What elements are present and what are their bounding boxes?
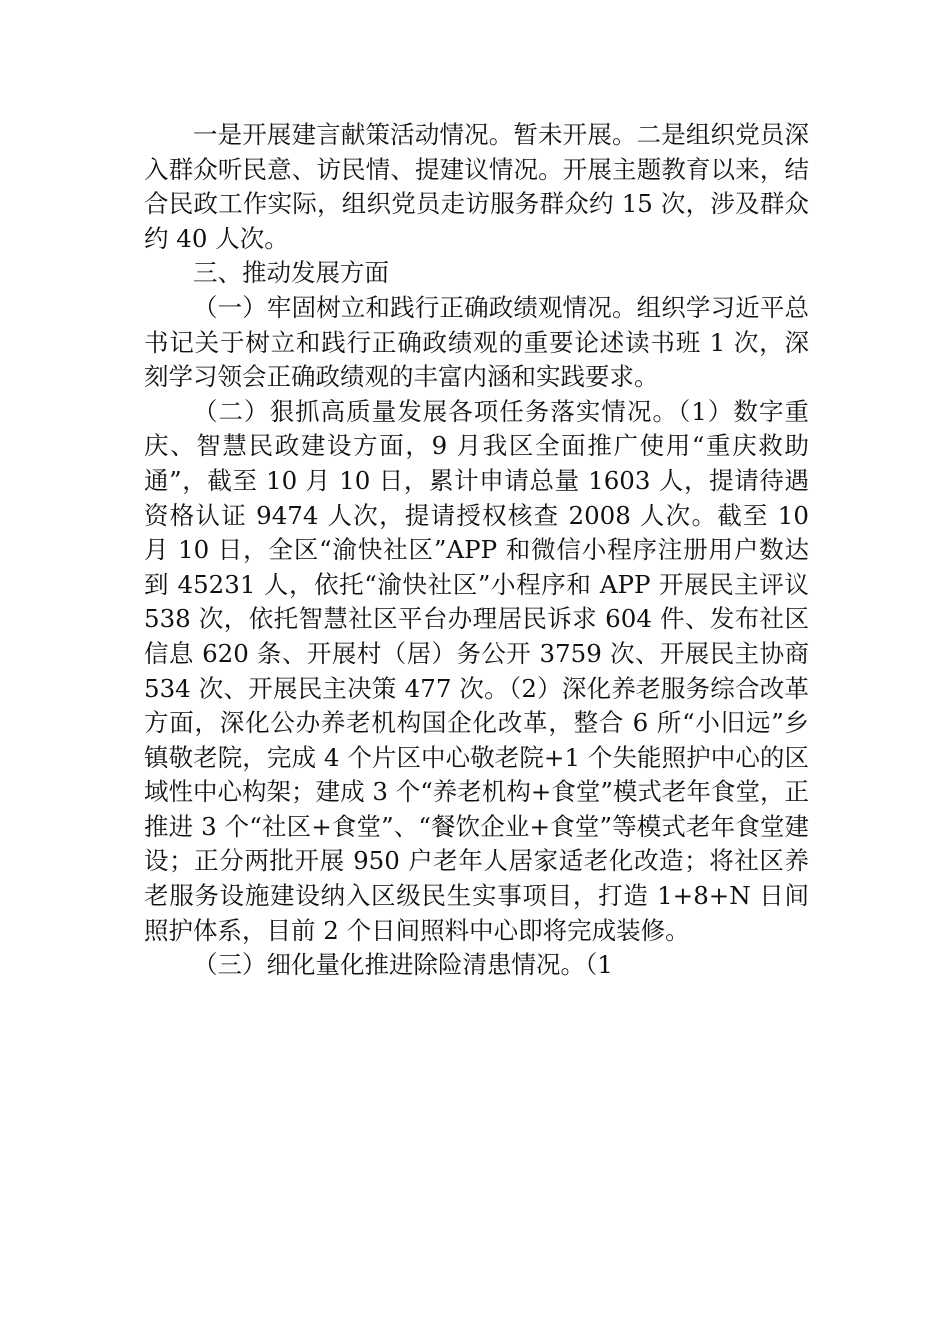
paragraph-3: （二）狠抓高质量发展各项任务落实情况。（1）数字重庆、智慧民政建设方面，9 月我区全面推广使用“重庆救助通”，截至 10 月 10 日，累计申请总量 1603 人，提请待遇资格认证 9474 人次，提请授权核查 2008 人次。截至 10 月 10 日，全区“渝快社区”APP 和微信小程序注册用户数达到 45231 人，依托“渝快社区”小程序和 APP 开展民主评议 538 次，依托智慧社区平台办理居民诉求 604 件、发布社区信息 620 条、开展村（居）务公开 3759 次、开展民主协商 534 次、开展民主决策 477 次。（2）深化养老服务综合改革方面，深化公办养老机构国企化改革，整合 6 所“小旧远”乡镇敬老院，完成 4 个片区中心敬老院+1 个失能照护中心的区域性中心构架；建成 3 个“养老机构+食堂”模式老年食堂，正推进 3 个“社区+食堂”、“餐饮企业+食堂”等模式老年食堂建设；正分两批开展 950 户老年人居家适老化改造；将社区养老服务设施建设纳入区级民生实事项目，打造 1+8+N 日间照护体系，目前 2 个日间照料中心即将完成装修。 — [144, 396, 809, 945]
paragraph-4: （三）细化量化推进除险清患情况。（1 — [193, 950, 613, 980]
paragraph-2: （一）牢固树立和践行正确政绩观情况。组织学习近平总书记关于树立和践行正确政绩观的重要论述读书班 1 次，深刻学习领会正确政绩观的丰富内涵和实践要求。 — [144, 292, 809, 392]
document-body — [144, 118, 809, 983]
section-heading: 三、推动发展方面 — [193, 258, 389, 288]
paragraph-1: 一是开展建言献策活动情况。暂未开展。二是组织党员深入群众听民意、访民情、提建议情况。开展主题教育以来，结合民政工作实际，组织党员走访服务群众约 15 次，涉及群众约 40 人次。 — [144, 120, 809, 253]
